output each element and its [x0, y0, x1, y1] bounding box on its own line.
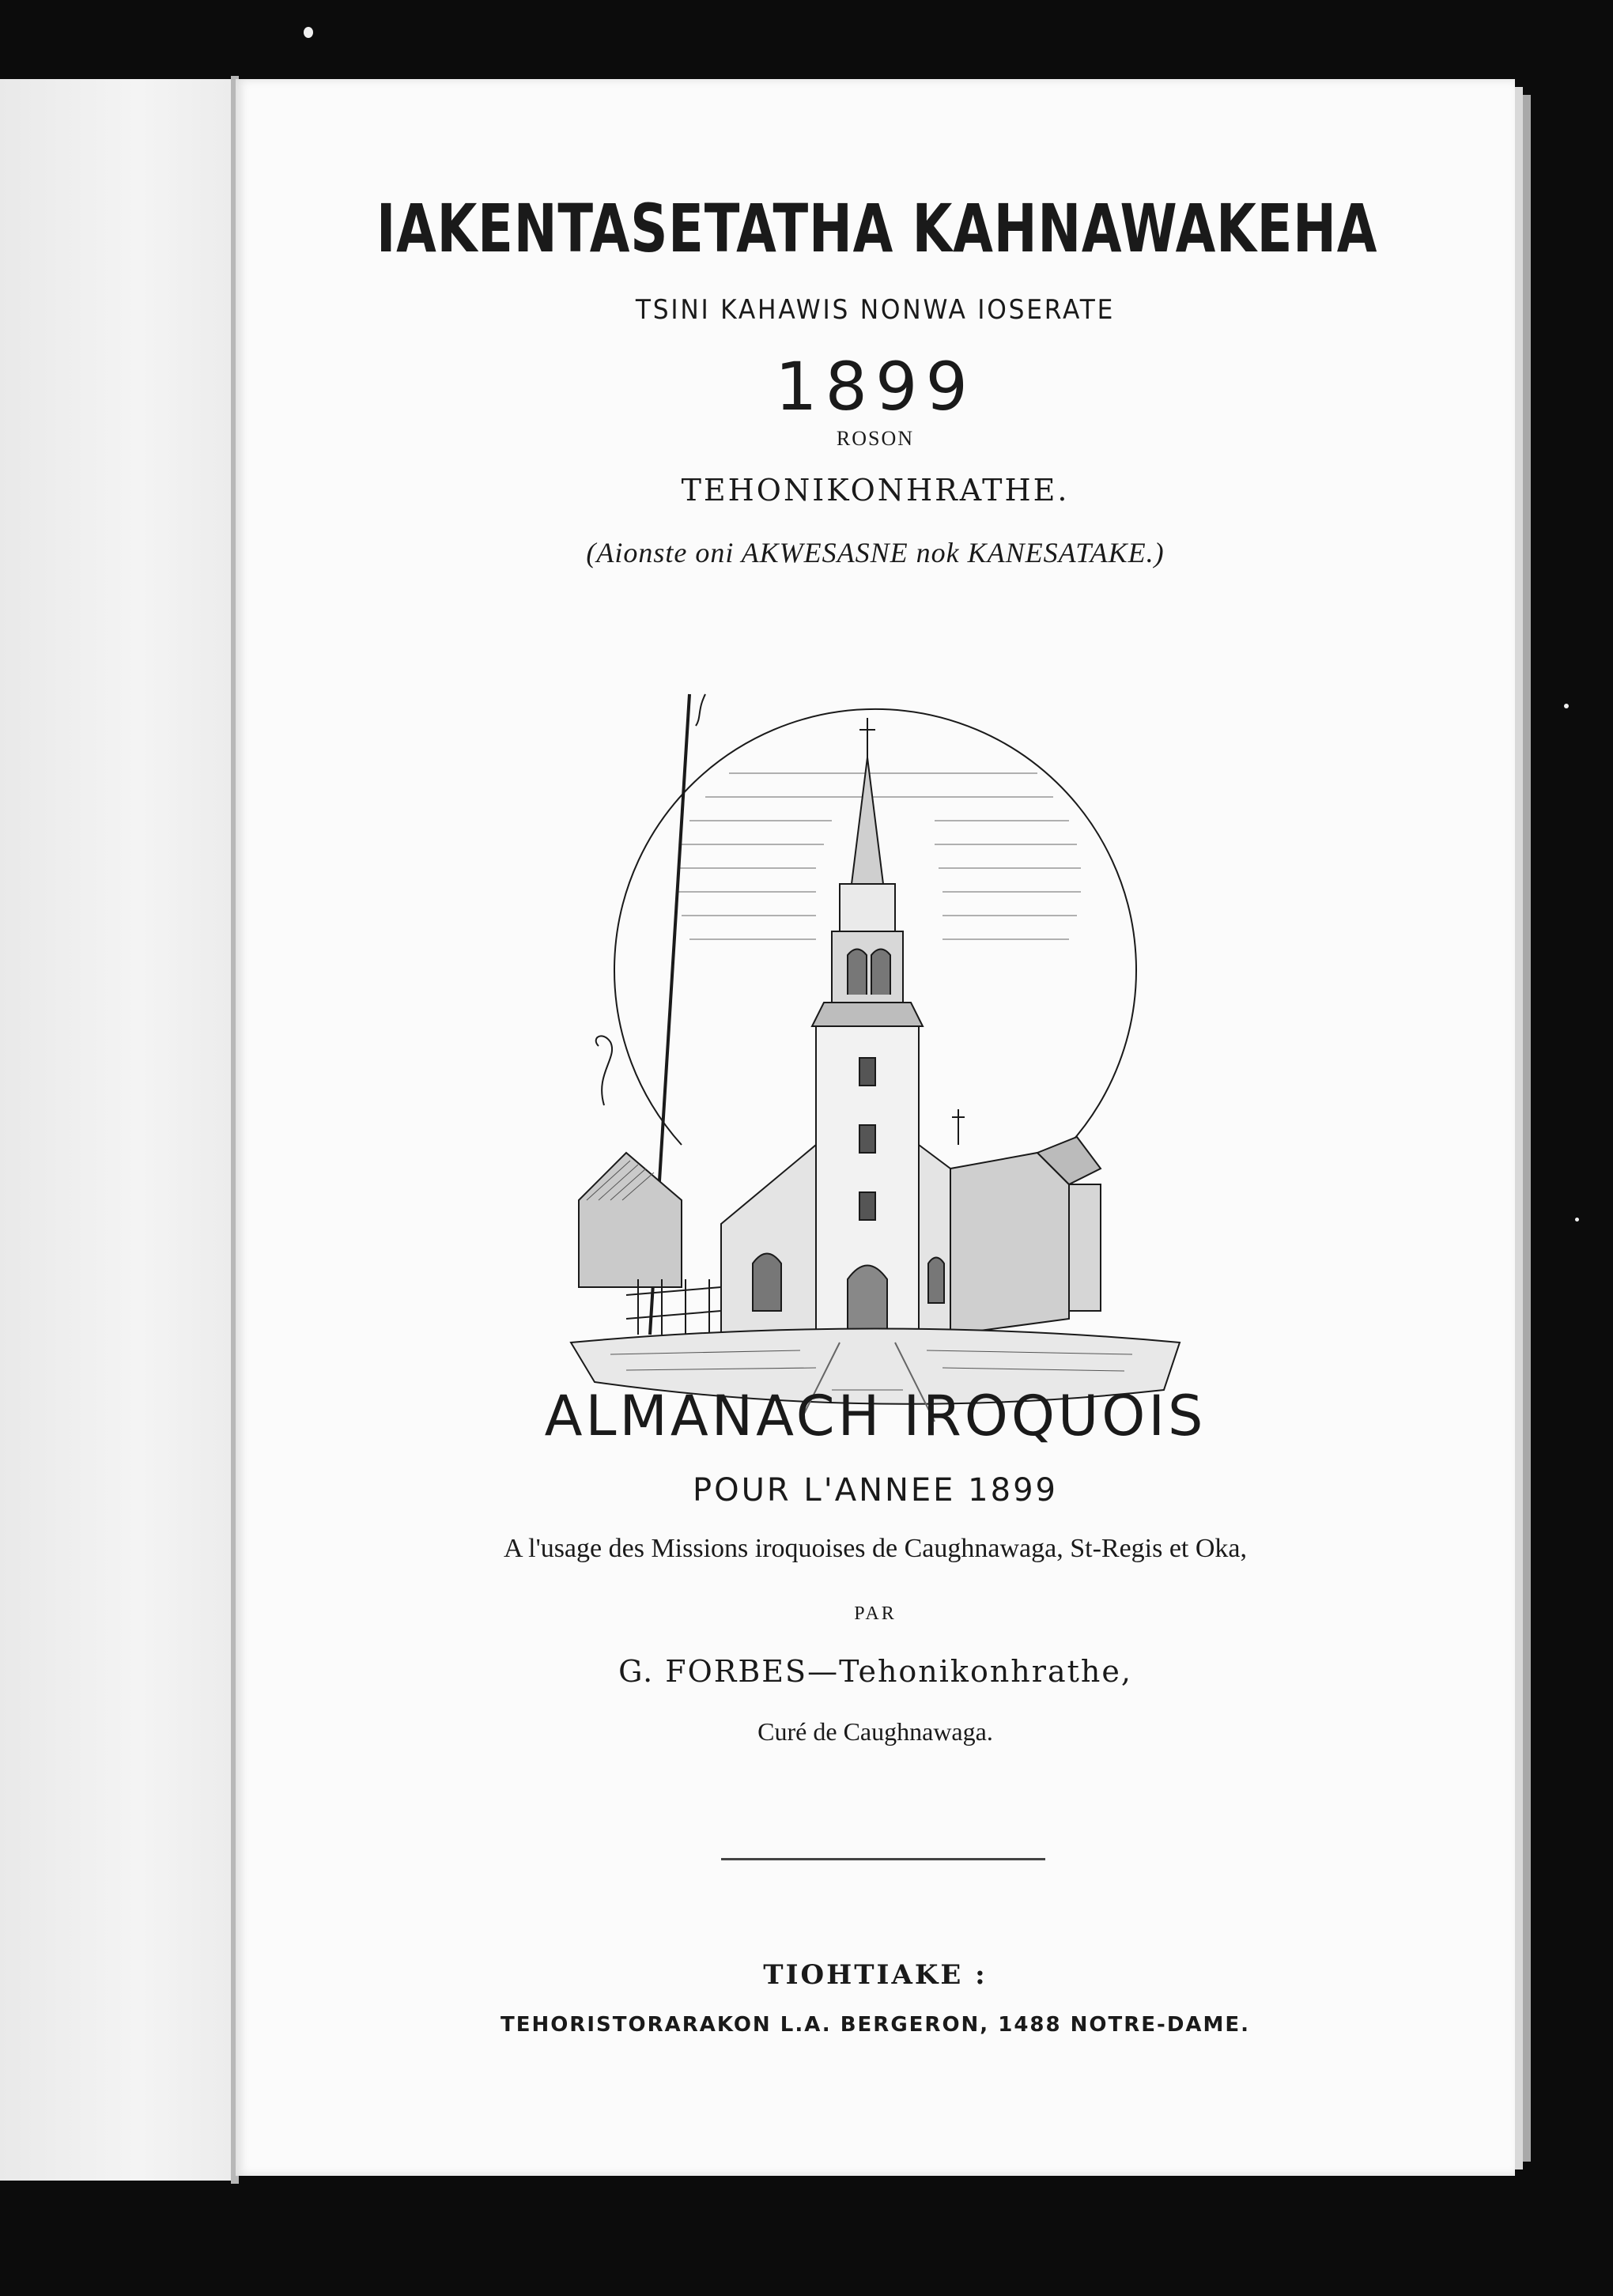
dust-speck	[304, 27, 313, 38]
belfry-arch	[848, 950, 867, 995]
author-role: Curé de Caughnawaga.	[757, 1717, 993, 1746]
nave-window	[753, 1254, 781, 1312]
nave-window	[928, 1258, 944, 1304]
nave-right	[919, 1145, 950, 1335]
tower-window	[859, 1058, 875, 1086]
side-annex	[1069, 1184, 1101, 1311]
missions-line: (Aionste oni AKWESASNE nok KANESATAKE.)	[586, 537, 1165, 568]
belfry-roof	[812, 1003, 923, 1026]
church-door	[848, 1266, 887, 1335]
roson-label: ROSON	[836, 427, 915, 450]
left-page	[0, 79, 231, 2181]
subtitle: TSINI KAHAWIS NONWA IOSERATE	[635, 294, 1116, 326]
imprint-printer: TEHORISTORARAKON L.A. BERGERON, 1488 NOTRE-DAME.	[500, 2013, 1251, 2037]
usage-line: A l'usage des Missions iroquoises de Caughnawaga, St-Regis et Oka,	[503, 1534, 1248, 1563]
author-full: G. FORBES—Tehonikonhrathe,	[618, 1654, 1132, 1689]
french-title: ALMANACH IROQUOIS	[544, 1384, 1207, 1448]
pole-top	[696, 694, 705, 726]
dust-speck	[1575, 1218, 1579, 1222]
left-house	[579, 1153, 682, 1287]
page-edge-shadow	[1523, 95, 1531, 2162]
divider-rule	[721, 1858, 1045, 1860]
side-building	[950, 1153, 1069, 1335]
par-label: PAR	[854, 1603, 897, 1624]
belfry-arch	[871, 950, 890, 995]
year: 1899	[775, 348, 976, 425]
french-subtitle: POUR L'ANNEE 1899	[693, 1472, 1058, 1509]
spire	[852, 757, 883, 884]
main-title: IAKENTASETATHA KAHNAWAKEHA	[376, 190, 1378, 267]
tower-window	[859, 1125, 875, 1153]
pole-vane	[596, 1036, 612, 1105]
imprint-place: TIOHTIAKE :	[763, 1959, 988, 1991]
tower-window	[859, 1192, 875, 1220]
title-page	[236, 79, 1515, 2176]
belfry-cap	[840, 884, 895, 931]
author-name: TEHONIKONHRATHE.	[681, 473, 1070, 508]
dust-speck	[1564, 704, 1569, 708]
church-engraving	[563, 599, 1188, 1429]
